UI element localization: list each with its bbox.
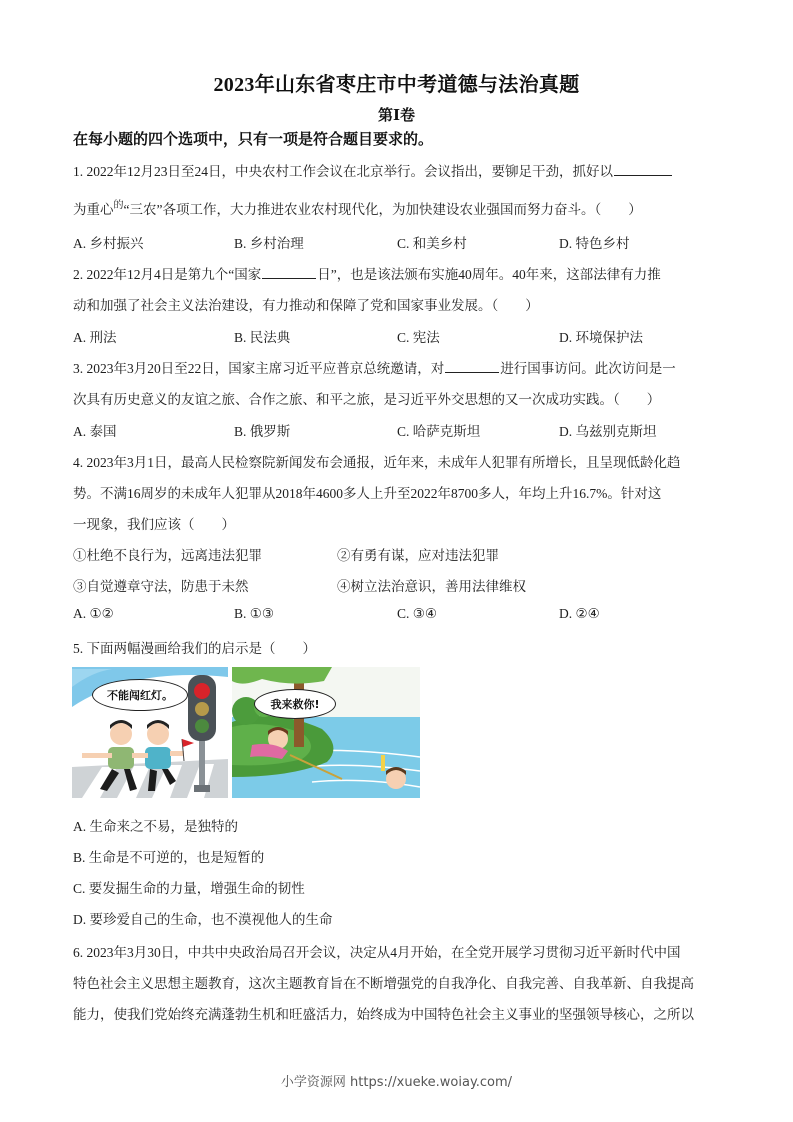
question-1-option-c: C. 和美乡村 (397, 236, 467, 251)
comic-water-rescue (232, 667, 420, 798)
question-4-statement-4: ④树立法治意识，善用法律维权 (337, 579, 526, 594)
answer-blank (445, 360, 499, 373)
question-4-option-d: D. ②④ (559, 606, 600, 621)
question-5-option-b: B. 生命是不可逆的，也是短暂的 (73, 850, 265, 865)
question-2-option-b: B. 民法典 (234, 330, 291, 345)
question-1-option-d: D. 特色乡村 (559, 236, 630, 251)
question-5-option-c: C. 要发掘生命的力量，增强生命的韧性 (73, 881, 305, 896)
question-4-option-b: B. ①③ (234, 606, 274, 621)
water-rescue-illustration (232, 667, 420, 798)
speech-bubble: 我来救你! (254, 689, 336, 719)
question-2-option-c: C. 宪法 (397, 330, 440, 345)
question-2-option-a: A. 刑法 (73, 330, 117, 345)
question-4-statement-2: ②有勇有谋，应对违法犯罪 (337, 548, 499, 563)
question-3-option-d: D. 乌兹别克斯坦 (559, 424, 657, 439)
question-6-line-1: 6. 2023年3月30日，中共中央政治局召开会议，决定从4月开始，在全党开展学习贯彻习近平新时代中国 (73, 945, 681, 960)
question-4-line-2: 势。不满16周岁的未成年人犯罪从2018年4600多人上升至2022年8700多人，年均上升16.7%。针对这 (73, 486, 662, 501)
footer-watermark: 小学资源网 https://xueke.woiay.com/ (280, 1075, 513, 1090)
question-2-line-2: 动和加强了社会主义法治建设，有力推动和保障了党和国家事业发展。（ ） (73, 298, 539, 313)
question-5-option-a: A. 生命来之不易，是独特的 (73, 819, 238, 834)
question-3-option-a: A. 泰国 (73, 424, 117, 439)
question-1-option-b: B. 乡村治理 (234, 236, 304, 251)
question-6-line-2: 特色社会主义思想主题教育，这次主题教育旨在不断增强党的自我净化、自我完善、自我革新、自我提高 (73, 976, 694, 991)
question-3-option-b: B. 俄罗斯 (234, 424, 291, 439)
question-6-line-3: 能力，使我们党始终充满蓬勃生机和旺盛活力，始终成为中国特色社会主义事业的坚强领导核心，之所以 (73, 1007, 694, 1022)
question-3-line-1: 3. 2023年3月20日至22日，国家主席习近平应普京总统邀请，对 进行国事访问。此次访问是一 (73, 361, 676, 376)
question-1-line-1: 1. 2022年12月23日至24日，中央农村工作会议在北京举行。会议指出，要铆足干劲，抓好以 (73, 160, 673, 180)
answer-blank (262, 266, 316, 279)
question-3-line-2: 次具有历史意义的友谊之旅、合作之旅、和平之旅，是习近平外交思想的又一次成功实践。（ ） (73, 392, 661, 407)
question-5-line-1: 5. 下面两幅漫画给我们的启示是（ ） (73, 641, 316, 656)
question-4-option-c: C. ③④ (397, 606, 437, 621)
question-1-line-2: 为重心$^的$“三农”各项工作，大力推进农业农村现代化，为加快建设农业强国而努力奋斗。（ ） (73, 200, 642, 217)
question-2-line-1: 2. 2022年12月4日是第九个“国家 日”，也是该法颁布实施40周年。40年来，这部法律有力推 (73, 267, 661, 282)
answer-blank (614, 163, 672, 176)
speech-bubble: 不能闯红灯。 (92, 679, 188, 711)
volume-heading: 第Ⅰ卷 (377, 108, 416, 124)
section-instruction: 在每小题的四个选项中，只有一项是符合题目要求的。 (73, 132, 434, 148)
question-5-option-d: D. 要珍爱自己的生命，也不漠视他人的生命 (73, 912, 333, 927)
question-4-statement-3: ③自觉遵章守法，防患于未然 (73, 579, 249, 594)
question-4-line-1: 4. 2023年3月1日，最高人民检察院新闻发布会通报，近年来，未成年人犯罪有所增长，且呈现低龄化趋 (73, 455, 681, 470)
question-3-option-c: C. 哈萨克斯坦 (397, 424, 481, 439)
question-4-line-3: 一现象，我们应该（ ） (73, 517, 235, 532)
question-1-option-a: A. 乡村振兴 (73, 236, 144, 251)
question-4-statement-1: ①杜绝不良行为，远离违法犯罪 (73, 548, 262, 563)
question-2-option-d: D. 环境保护法 (559, 330, 643, 345)
page-title: 2023年山东省枣庄市中考道德与法治真题 (213, 74, 580, 96)
question-4-option-a: A. ①② (73, 606, 114, 621)
comic-red-light (72, 667, 228, 798)
